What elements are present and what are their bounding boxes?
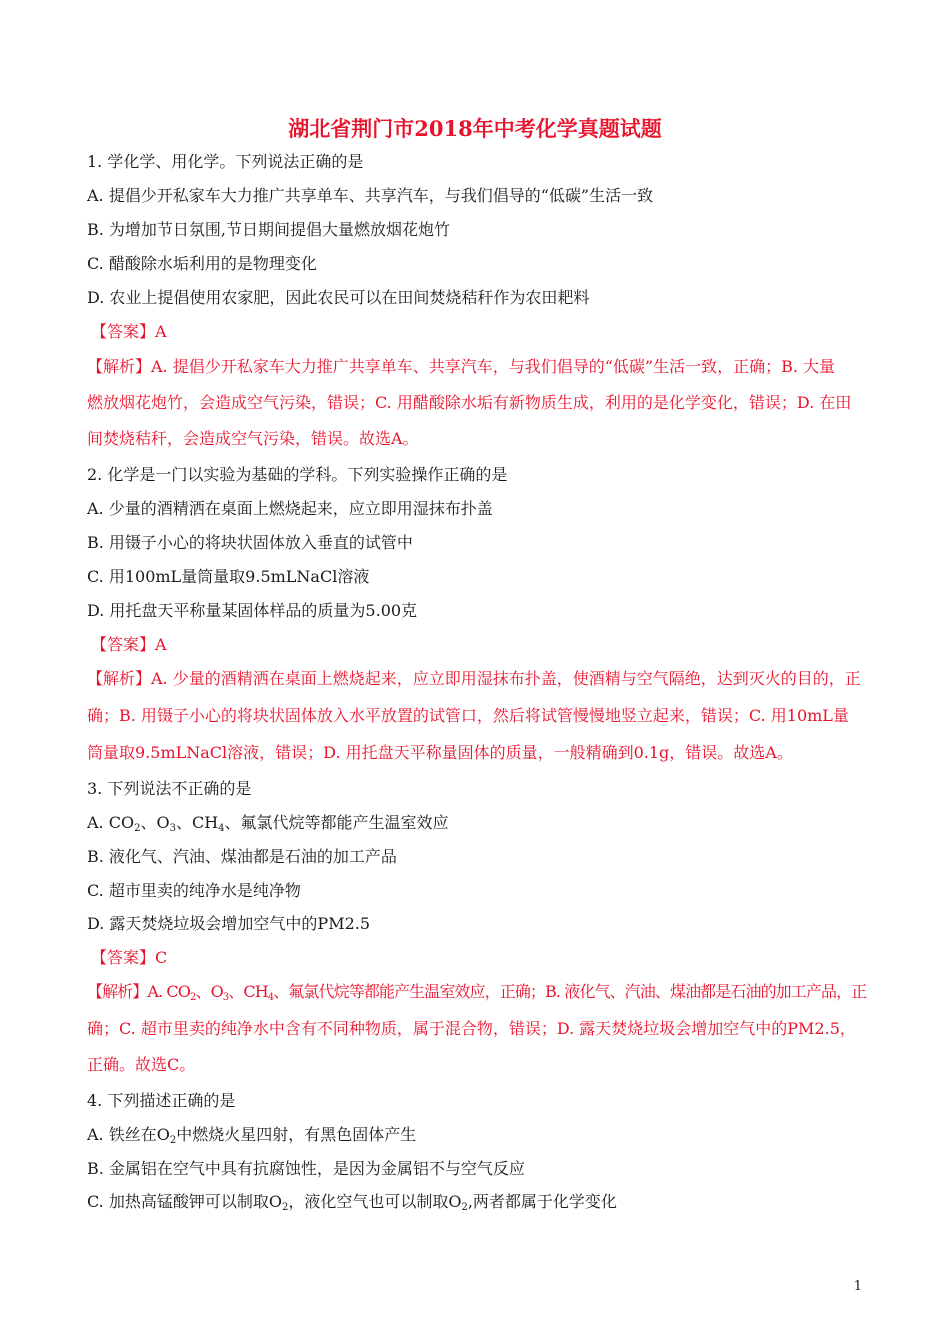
q4-stem: 4. 下列描述正确的是 bbox=[87, 1091, 236, 1110]
q2-stem: 2. 化学是一门以实验为基础的学科。下列实验操作正确的是 bbox=[87, 465, 508, 484]
q2-explanation-line2: 确；B. 用镊子小心的将块状固体放入水平放置的试管口，然后将试管慢慢地竖立起来，错误；C. 用10mL量 bbox=[87, 706, 849, 725]
q1-stem: 1. 学化学、用化学。下列说法正确的是 bbox=[87, 152, 364, 171]
q3-option-a: A. $CO_2$、$O_3$、$CH_4$、氟氯代烷等都能产生温室效应 bbox=[87, 813, 449, 834]
q2-option-a: A. 少量的酒精洒在桌面上燃烧起来，应立即用湿抹布扑盖 bbox=[87, 499, 493, 518]
q3-explanation-line1: 【解析】A. $CO_2$、$O_3$、$CH_4$、氟氯代烷等都能产生温室效应，正确；B. 液化气、汽油、煤油都是石油的加工产品，正 bbox=[87, 982, 867, 1003]
q1-option-c: C. 醋酸除水垢利用的是物理变化 bbox=[87, 254, 317, 273]
q2-option-c: C. 用100mL量筒量取9.5mLNaCl溶液 bbox=[87, 567, 370, 586]
q4-option-b: B. 金属铝在空气中具有抗腐蚀性，是因为金属铝不与空气反应 bbox=[87, 1159, 525, 1178]
q3-explanation-line3: 正确。故选C。 bbox=[87, 1055, 196, 1074]
page-title: 湖北省荆门市2018年中考化学真题试题 bbox=[288, 116, 662, 141]
q4-option-c: C. 加热高锰酸钾可以制取$O_2$，液化空气也可以制取$O_2$,两者都属于化学变化 bbox=[87, 1192, 617, 1213]
q1-option-b: B. 为增加节日氛围,节日期间提倡大量燃放烟花炮竹 bbox=[87, 220, 451, 239]
q2-explanation-line3: 筒量取9.5mLNaCl溶液，错误；D. 用托盘天平称量固体的质量，一般精确到0.1g，错误。故选A。 bbox=[87, 743, 793, 762]
q2-explanation-line1: 【解析】A. 少量的酒精洒在桌面上燃烧起来，应立即用湿抹布扑盖，使酒精与空气隔绝，达到灭火的目的，正 bbox=[87, 669, 861, 688]
q1-option-d: D. 农业上提倡使用农家肥，因此农民可以在田间焚烧秸秆作为农田耙料 bbox=[87, 288, 590, 307]
q1-explanation-line1: 【解析】A. 提倡少开私家车大力推广共享单车、共享汽车，与我们倡导的“低碳”生活一致，正确；B. 大量 bbox=[87, 357, 836, 376]
q1-explanation-line2: 燃放烟花炮竹，会造成空气污染，错误；C. 用醋酸除水垢有新物质生成，利用的是化学变化，错误；D. 在田 bbox=[87, 393, 852, 412]
q3-option-b: B. 液化气、汽油、煤油都是石油的加工产品 bbox=[87, 847, 397, 866]
q2-answer: 【答案】A bbox=[91, 635, 167, 654]
q3-option-d: D. 露天焚烧垃圾会增加空气中的PM2.5 bbox=[87, 914, 371, 933]
q1-option-a: A. 提倡少开私家车大力推广共享单车、共享汽车，与我们倡导的“低碳”生活一致 bbox=[87, 186, 654, 205]
page-number: 1 bbox=[853, 1279, 862, 1294]
q4-option-a: A. 铁丝在$O_2$中燃烧火星四射，有黑色固体产生 bbox=[87, 1125, 417, 1146]
q1-explanation-line3: 间焚烧秸秆，会造成空气污染，错误。故选A。 bbox=[87, 429, 419, 448]
q1-answer: 【答案】A bbox=[91, 322, 167, 341]
q2-option-b: B. 用镊子小心的将块状固体放入垂直的试管中 bbox=[87, 533, 413, 552]
q3-answer: 【答案】C bbox=[91, 948, 168, 967]
q3-stem: 3. 下列说法不正确的是 bbox=[87, 779, 252, 798]
q3-option-c: C. 超市里卖的纯净水是纯净物 bbox=[87, 881, 301, 900]
q3-explanation-line2: 确；C. 超市里卖的纯净水中含有不同种物质，属于混合物，错误；D. 露天焚烧垃圾会增加空气中的PM2.5， bbox=[87, 1019, 856, 1038]
q2-option-d: D. 用托盘天平称量某固体样品的质量为5.00克 bbox=[87, 601, 418, 620]
